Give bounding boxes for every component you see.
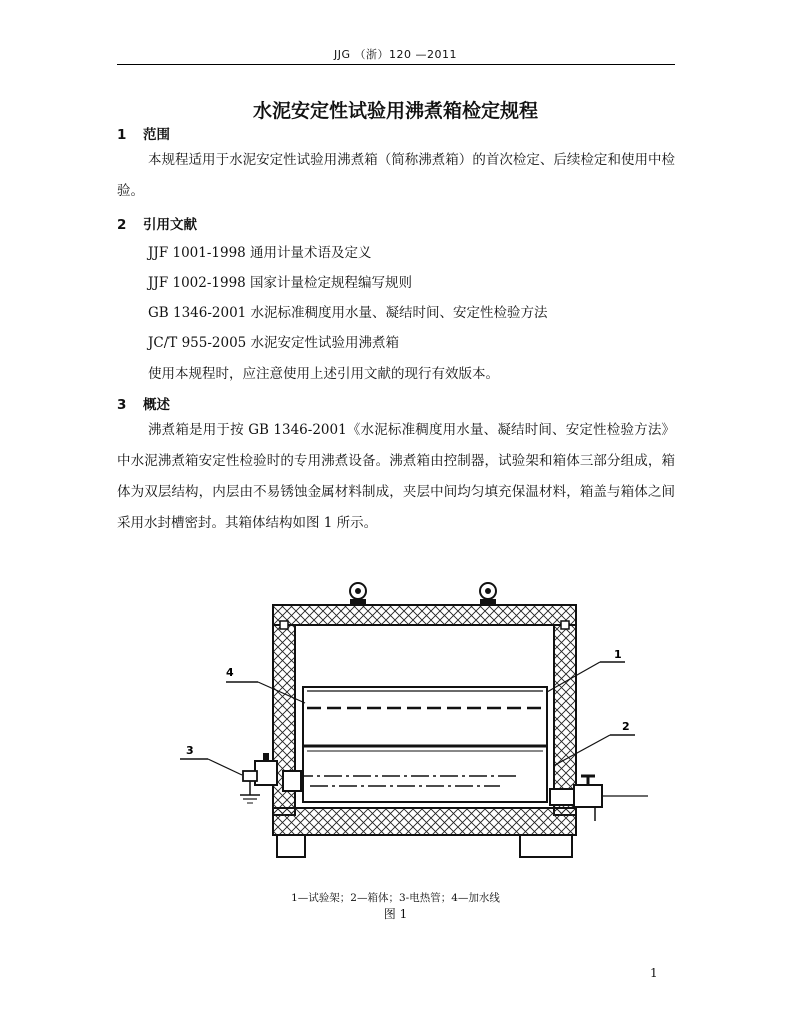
figure-label: 图 1 bbox=[383, 907, 408, 921]
section-title: 范围 bbox=[143, 127, 170, 143]
reference-item: JJF 1002-1998 国家计量检定规程编写规则 bbox=[148, 275, 413, 291]
foot-right bbox=[520, 835, 572, 857]
section-number: 3 bbox=[117, 397, 127, 413]
lid-knob-right bbox=[480, 583, 496, 605]
references-note: 使用本规程时，应注意使用上述引用文献的现行有效版本。 bbox=[148, 366, 499, 382]
callout-4: 4 bbox=[226, 666, 234, 679]
box-body bbox=[273, 605, 576, 835]
leader-line-3 bbox=[208, 759, 242, 775]
section-number: 1 bbox=[117, 127, 127, 143]
callout-1: 1 bbox=[614, 648, 622, 661]
overview-paragraph: 沸煮箱是用于按 GB 1346-2001《水泥标准稠度用水量、凝结时间、安定性检验方法》中水泥沸煮箱安定性检验时的专用沸煮设备。沸煮箱由控制器，试验架和箱体三部分组成，箱体为双层结构，内层由不易锈蚀金属材料制成，夹层中间均匀填充保温材料，箱盖与箱体之间采用水封槽密封。其箱体结构如图 1 所示。 bbox=[117, 422, 675, 531]
scope-paragraph: 本规程适用于水泥安定性试验用沸煮箱（简称沸煮箱）的首次检定、后续检定和使用中检验。 bbox=[117, 152, 675, 199]
running-header: JJG （浙）120 —2011 bbox=[334, 48, 457, 61]
section-title: 概述 bbox=[143, 397, 170, 413]
section-title: 引用文献 bbox=[143, 217, 197, 233]
section-heading-references bbox=[117, 213, 197, 233]
reference-item: GB 1346-2001 水泥标准稠度用水量、凝结时间、安定性检验方法 bbox=[148, 305, 548, 321]
lid-knob-left bbox=[350, 583, 366, 605]
reference-item: JJF 1001-1998 通用计量术语及定义 bbox=[148, 245, 372, 261]
callout-2: 2 bbox=[622, 720, 630, 733]
reference-item: JC/T 955-2005 水泥安定性试验用沸煮箱 bbox=[148, 335, 400, 351]
foot-left bbox=[277, 835, 305, 857]
callout-3: 3 bbox=[186, 744, 194, 757]
heater-connector bbox=[240, 753, 277, 803]
page-number: 1 bbox=[650, 966, 658, 980]
boiling-box-diagram bbox=[170, 575, 660, 875]
figure-caption: 1—试验架；2—箱体；3-电热管；4—加水线 bbox=[291, 892, 500, 904]
document-title: 水泥安定性试验用沸煮箱检定规程 bbox=[252, 100, 538, 122]
section-number: 2 bbox=[117, 217, 127, 233]
section-heading-overview bbox=[117, 393, 170, 413]
header-rule bbox=[117, 64, 675, 65]
section-heading-scope bbox=[117, 123, 170, 143]
